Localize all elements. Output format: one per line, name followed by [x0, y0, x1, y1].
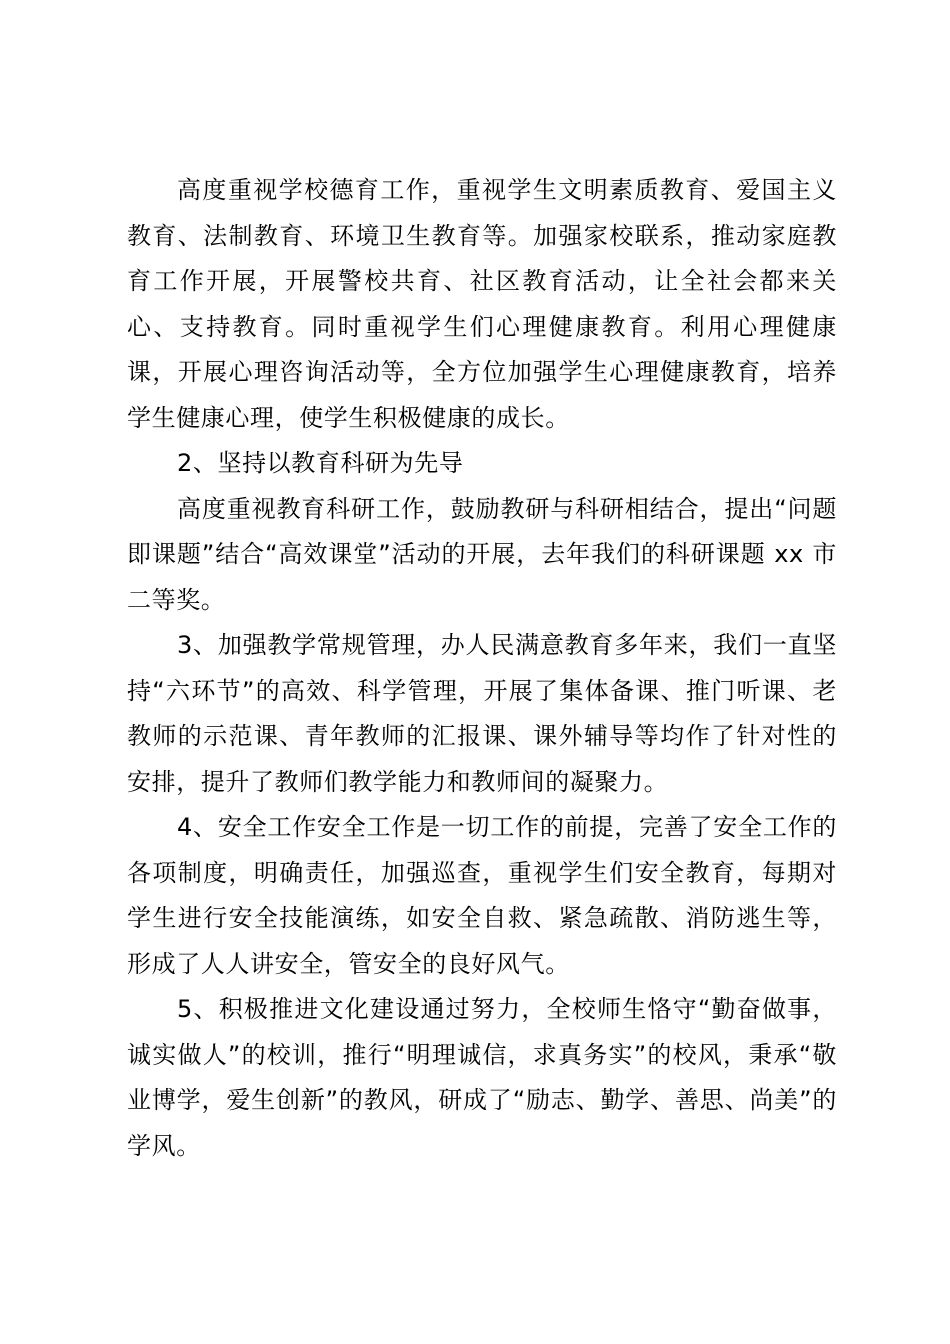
paragraph-safety-work: 4、安全工作安全工作是一切工作的前提，完善了安全工作的各项制度，明确责任，加强巡查，重视学生们安全教育，每期对学生进行安全技能演练，如安全自救、紧急疏散、消防逃生等，形成了人人讲安全，管安全的良好风气。	[127, 813, 837, 978]
heading-research-first: 2、坚持以教育科研为先导	[177, 449, 464, 477]
paragraph-research-work: 高度重视教育科研工作，鼓励教研与科研相结合，提出“问题即课题”结合“高效课堂”活动的开展，去年我们的科研课题 xx 市二等奖。	[127, 494, 837, 614]
paragraph-moral-education: 高度重视学校德育工作，重视学生文明素质教育、爱国主义教育、法制教育、环境卫生教育等。加强家校联系，推动家庭教育工作开展，开展警校共育、社区教育活动，让全社会都来关心、支持教育。同时重视学生们心理健康教育。利用心理健康课，开展心理咨询活动等，全方位加强学生心理健康教育，培养学生健康心理，使学生积极健康的成长。	[127, 176, 837, 432]
paragraph-teaching-management: 3、加强教学常规管理，办人民满意教育多年来，我们一直坚持“六环节”的高效、科学管理，开展了集体备课、推门听课、老教师的示范课、青年教师的汇报课、课外辅导等均作了针对性的安排，提升了教师们教学能力和教师间的凝聚力。	[127, 631, 837, 796]
document-body	[127, 168, 837, 1169]
paragraph-culture-building: 5、积极推进文化建设通过努力，全校师生恪守“勤奋做事，诚实做人”的校训，推行“明理诚信，求真务实”的校风，秉承“敬业博学，爱生创新”的教风，研成了“励志、勤学、善思、尚美”的学风。	[127, 995, 837, 1160]
